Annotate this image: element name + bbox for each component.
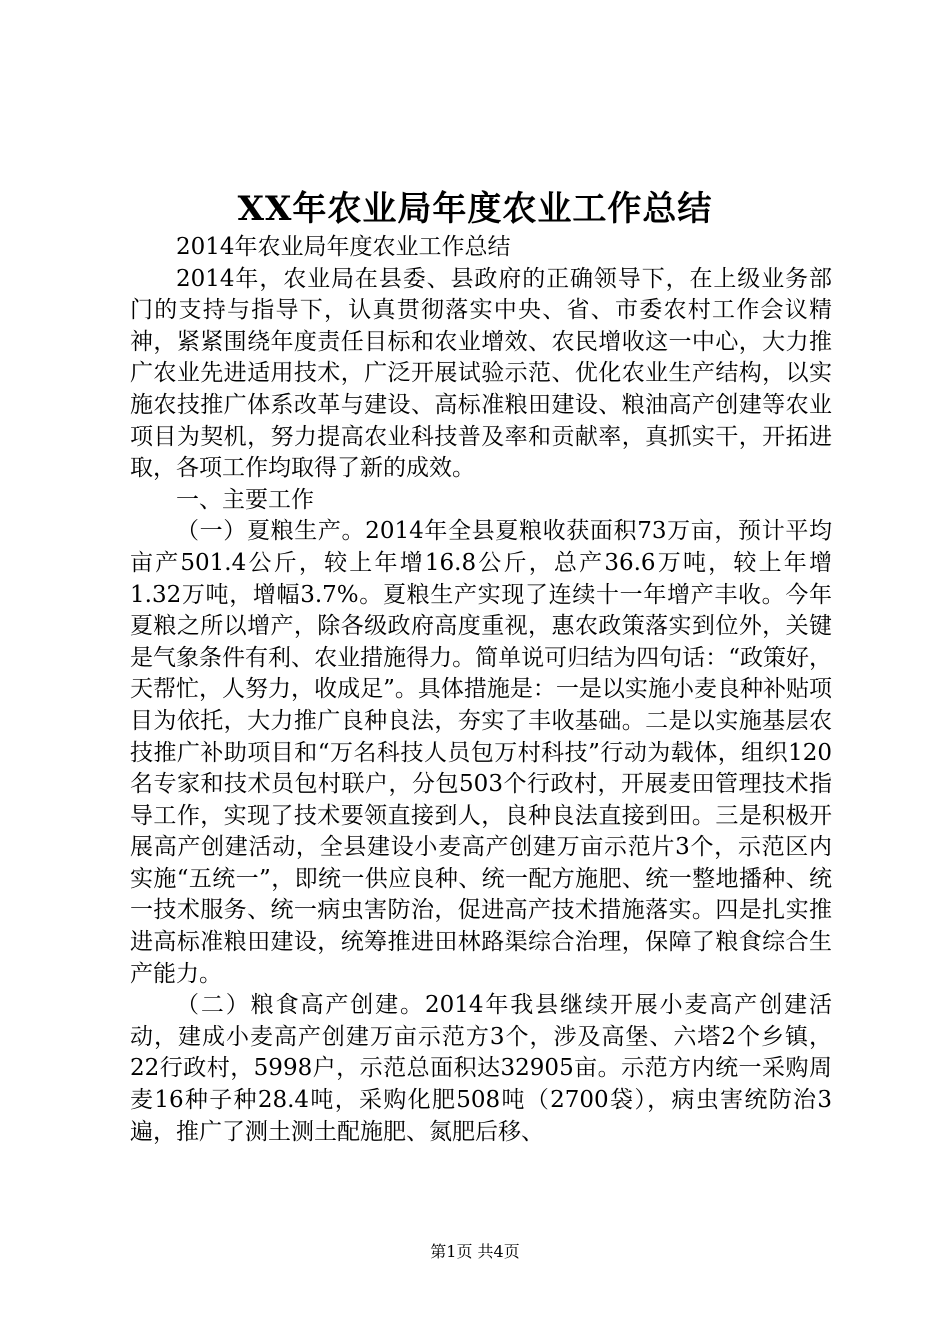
grain-high-yield-paragraph: （二）粮食高产创建。2014年我县继续开展小麦高产创建活动，建成小麦高产创建万亩示范方3个，涉及高堡、六塔2个乡镇，22行政村，5998户，示范总面积达32905亩。示范方内统一采购周麦16种子种28.4吨，采购化肥508吨（2700袋），病虫害统防治3遍，推广了测土测土配施肥、氮肥后移、	[130, 992, 832, 1145]
summer-grain-paragraph: （一）夏粮生产。2014年全县夏粮收获面积73万亩，预计平均亩产501.4公斤，较上年增16.8公斤，总产36.6万吨，较上年增1.32万吨，增幅3.7%。夏粮生产实现了连续十一年增产丰收。今年夏粮之所以增产，除各级政府高度重视，惠农政策落实到位外，关键是气象条件有利、农业措施得力。简单说可归结为四句话：“政策好，天帮忙，人努力，收成足”。具体措施是：一是以实施小麦良种补贴项目为依托，大力推广良种良法，夯实了丰收基础。二是以实施基层农技推广补助项目和“万名科技人员包万村科技”行动为载体，组织120名专家和技术员包村联户，分包503个行政村，开展麦田管理技术指导工作，实现了技术要领直接到人，良种良法直接到田。三是积极开展高产创建活动，全县建设小麦高产创建万亩示范片3个，示范区内实施“五统一”，即统一供应良种、统一配方施肥、统一整地播种、统一技术服务、统一病虫害防治，促进高产技术措施落实。四是扎实推进高标准粮田建设，统筹推进田林路渠综合治理，保障了粮食综合生产能力。	[130, 518, 832, 987]
section-heading: 一、主要工作	[176, 486, 314, 513]
subtitle-paragraph: 2014年农业局年度农业工作总结	[176, 234, 511, 260]
page-number-footer: 第1页 共4页	[430, 1242, 520, 1261]
document-title: XX年农业局年度农业工作总结	[237, 189, 713, 229]
intro-paragraph: 2014年，农业局在县委、县政府的正确领导下，在上级业务部门的支持与指导下，认真贯彻落实中央、省、市委农村工作会议精神，紧紧围绕年度责任目标和农业增效、农民增收这一中心，大力推广农业先进适用技术，广泛开展试验示范、优化农业生产结构，以实施农技推广体系改革与建设、高标准粮田建设、粮油高产创建等农业项目为契机，努力提高农业科技普及率和贡献率，真抓实干，开拓进取，各项工作均取得了新的成效。	[130, 265, 832, 482]
document-body	[130, 232, 832, 1148]
